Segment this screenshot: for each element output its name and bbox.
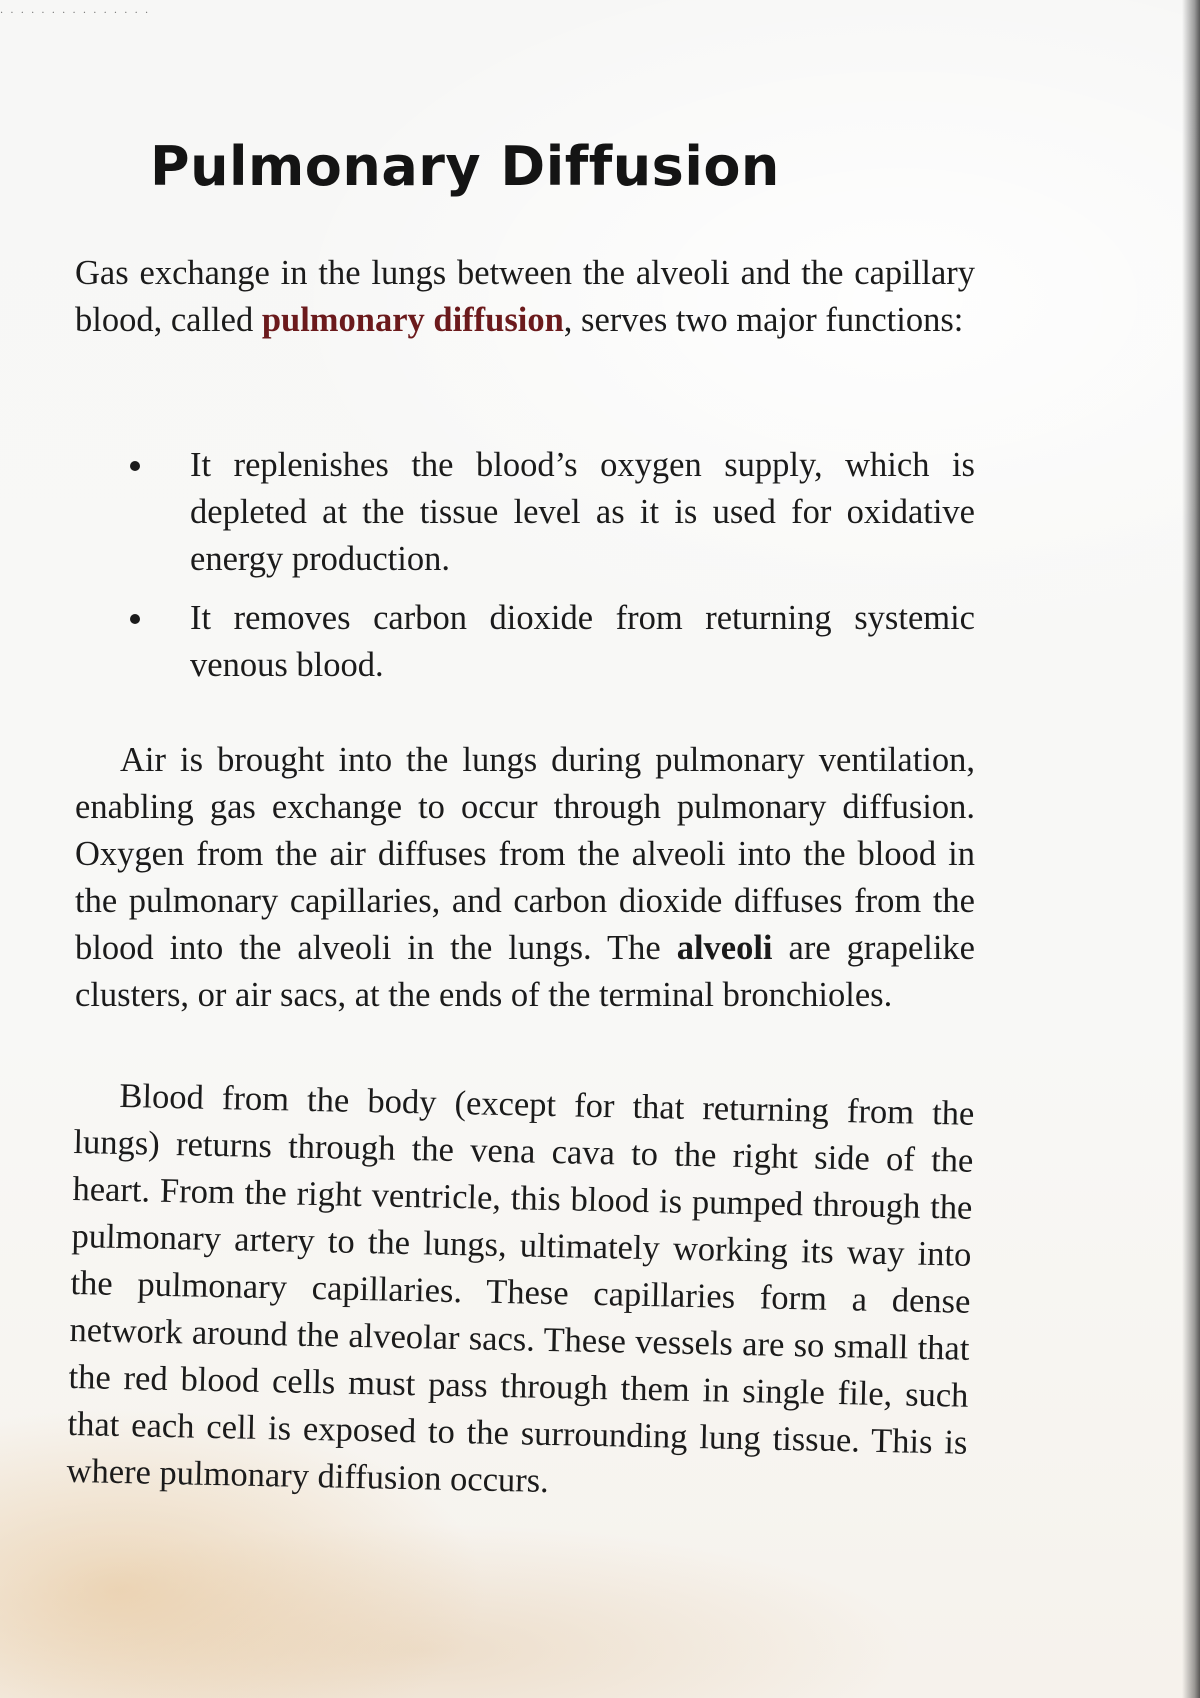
key-term-alveoli: alveoli [676, 929, 773, 967]
intro-text-before: Gas exchange in the lungs between the alveoli and the capillary blood, called [75, 254, 975, 339]
intro-paragraph [75, 250, 975, 344]
intro-text-after: , serves two major functions: [563, 301, 964, 339]
list-item [130, 442, 975, 583]
para2-text-before: Air is brought into the lungs during pulmonary ventilation, enabling gas exchange to occur through pulmonary diffusion. Oxygen from the air diffuses from the alveoli into the blood in the pulmonary capillaries, and carbon dioxide diffuses from the blood into the alveoli in the lungs. The [75, 741, 975, 967]
list-item-text: It removes carbon dioxide from returning systemic venous blood. [190, 599, 975, 684]
list-item-text: It replenishes the blood’s oxygen supply, which is depleted at the tissue level as it is used for oxidative energy production. [190, 446, 975, 578]
para2-text-after: are grapelike clusters, or air sacs, at the ends of the terminal bronchioles. [75, 929, 975, 1014]
paragraph-blood-flow: Blood from the body (except for that returning from the lungs) returns through the vena cava to the right side of the heart. From the right ventricle, this blood is pumped through the pulmonary artery to the lungs, ultimately working its way into the pulmonary capillaries. These capillaries form a dense network around the alveolar sacs. These vessels are so small that the red blood cells must pass through them in single file, such that each cell is exposed to the surrounding lung tissue. This is where pulmonary diffusion occurs. [66, 1076, 975, 1501]
previous-page-fragment: · · · · · · · · · · · · · · · [0, 8, 151, 19]
bullet-icon [130, 461, 140, 471]
paragraph-ventilation [75, 737, 975, 1019]
page-edge-shadow [1182, 0, 1200, 1698]
bullet-icon [130, 614, 140, 624]
functions-list [130, 442, 975, 701]
page-title: Pulmonary Diffusion [150, 135, 780, 198]
key-term-pulmonary-diffusion: pulmonary diffusion [261, 301, 564, 339]
list-item [130, 595, 975, 689]
